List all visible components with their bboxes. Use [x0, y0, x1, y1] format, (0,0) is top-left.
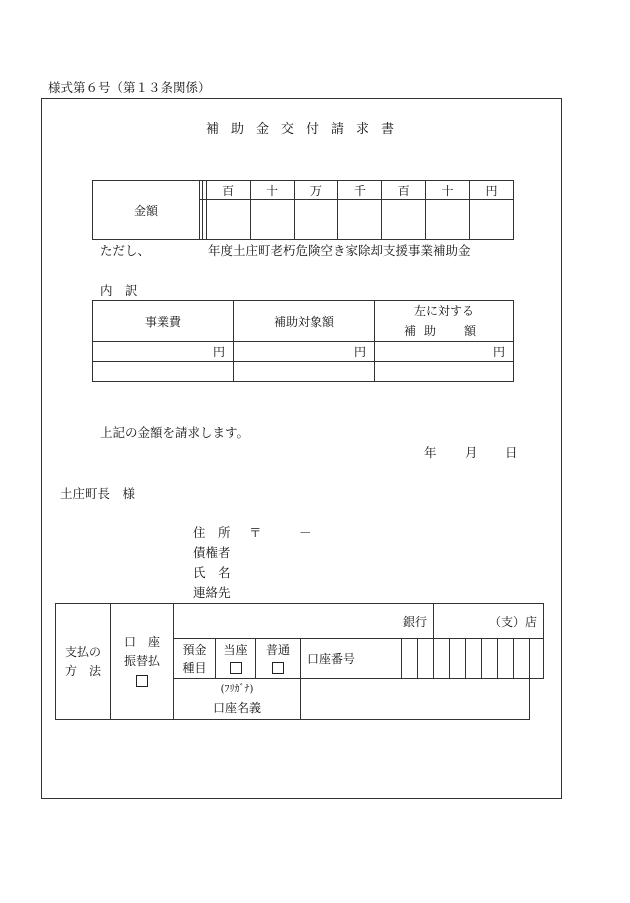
- transfer-line1: 口 座: [123, 635, 160, 649]
- date-month: 月: [465, 445, 478, 460]
- date-year: 年: [424, 445, 437, 460]
- deposit-type-label: [174, 639, 216, 679]
- digit-cell[interactable]: [382, 200, 426, 240]
- request-text: 上記の金額を請求します。: [100, 425, 250, 440]
- payment-table: [55, 603, 544, 720]
- date-day: 日: [505, 445, 518, 460]
- amount-label: 金額: [93, 181, 200, 240]
- account-number-label: 口座番号: [301, 639, 402, 679]
- account-digit[interactable]: [498, 639, 514, 679]
- col-project-cost: 事業費: [93, 301, 234, 342]
- subsidy-amount-cell[interactable]: 円: [375, 342, 514, 362]
- account-digit[interactable]: [450, 639, 466, 679]
- deposit-type-line1: 預金: [182, 642, 207, 657]
- ordinary-account-option[interactable]: [256, 639, 301, 679]
- digit-cell[interactable]: [470, 200, 514, 240]
- account-holder-label: [174, 679, 301, 720]
- amount-table: [92, 180, 514, 240]
- digit-header: 十: [250, 181, 294, 200]
- eligible-amount-cell[interactable]: 円: [234, 342, 375, 362]
- digit-header: 千: [338, 181, 382, 200]
- payment-method-line1: 支払の: [64, 644, 101, 659]
- digit-cell[interactable]: [250, 200, 294, 240]
- digit-header: 円: [470, 181, 514, 200]
- postal-mark: 〒: [249, 525, 262, 540]
- account-holder-text: 口座名義: [212, 701, 261, 715]
- account-digit[interactable]: [466, 639, 482, 679]
- deposit-type-line2: 種目: [182, 660, 207, 675]
- ordinary-account-label: 普通: [265, 642, 290, 657]
- subsidy-name: 年度土庄町老朽危険空き家除却支援事業補助金: [208, 243, 471, 258]
- current-account-option[interactable]: [216, 639, 256, 679]
- payment-method-label: [56, 604, 111, 720]
- account-digit[interactable]: [514, 639, 530, 679]
- account-holder-field[interactable]: [301, 679, 530, 720]
- col-eligible-amount: 補助対象額: [234, 301, 375, 342]
- current-account-checkbox[interactable]: [230, 662, 242, 674]
- form-id: 様式第６号（第１３条関係）: [48, 80, 211, 95]
- empty-cell[interactable]: [93, 362, 234, 382]
- ordinary-account-checkbox[interactable]: [272, 662, 284, 674]
- transfer-checkbox[interactable]: [136, 675, 148, 687]
- empty-cell[interactable]: [375, 362, 514, 382]
- digit-header: 百: [382, 181, 426, 200]
- addressee: 土庄町長 様: [60, 486, 136, 501]
- account-digit[interactable]: [482, 639, 498, 679]
- digit-cell[interactable]: [294, 200, 338, 240]
- form-title: 補助金交付請求書: [206, 122, 407, 137]
- project-cost-cell[interactable]: 円: [93, 342, 234, 362]
- furigana-label: (ﾌﾘｶﾞﾅ): [220, 684, 254, 695]
- transfer-line2: 振替払: [123, 654, 160, 668]
- empty-cell[interactable]: [234, 362, 375, 382]
- breakdown-label: 内 訳: [100, 283, 138, 298]
- account-digit[interactable]: [418, 639, 434, 679]
- creditor-label: 債権者: [193, 545, 231, 560]
- contact-label: 連絡先: [193, 585, 231, 600]
- bank-label[interactable]: 銀行: [174, 604, 434, 639]
- digit-cell[interactable]: [426, 200, 470, 240]
- branch-label[interactable]: （支）店: [434, 604, 544, 639]
- col-subsidy-line2: 補助 額: [403, 324, 484, 338]
- col-subsidy-line1: 左に対する: [413, 304, 474, 318]
- current-account-label: 当座: [223, 642, 248, 657]
- address-label: 住 所: [193, 525, 231, 540]
- postal-dash: －: [299, 525, 312, 540]
- name-label: 氏 名: [193, 565, 231, 580]
- breakdown-table: [92, 300, 514, 382]
- tadashi-text: ただし、: [100, 243, 151, 258]
- account-digit[interactable]: [434, 639, 450, 679]
- digit-cell[interactable]: [206, 200, 250, 240]
- digit-header: 十: [426, 181, 470, 200]
- payment-method-line2: 方 法: [64, 663, 101, 678]
- digit-header: 百: [206, 181, 250, 200]
- digit-header: 万: [294, 181, 338, 200]
- col-subsidy-amount: [375, 301, 514, 342]
- account-digit[interactable]: [530, 639, 544, 679]
- account-digit[interactable]: [402, 639, 418, 679]
- transfer-label: [111, 604, 174, 720]
- digit-cell[interactable]: [338, 200, 382, 240]
